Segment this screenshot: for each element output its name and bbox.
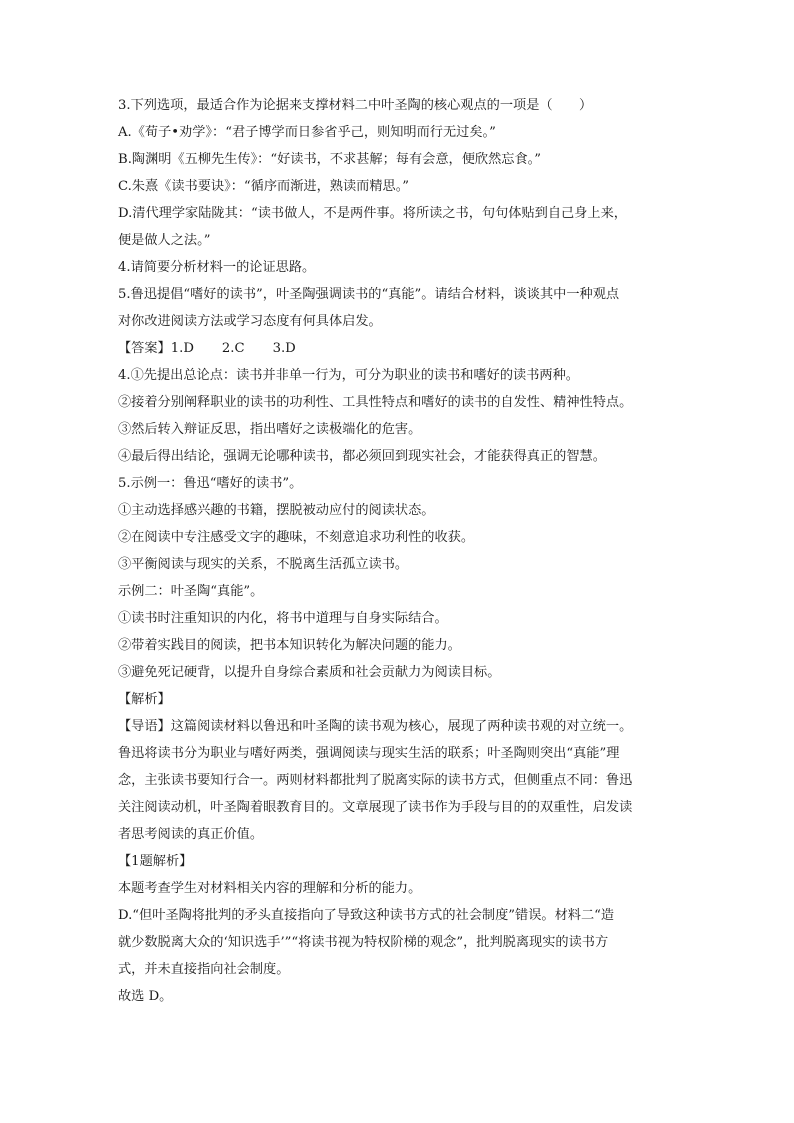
q5-example2-point1: ①读书时注重知识的内化，将书中道理与自身实际结合。 — [118, 611, 448, 626]
q5-example2-title: 示例二：叶圣陶“真能”。 — [118, 584, 264, 599]
q5-stem-line1: 5.鲁迅提倡“嗜好的读书”，叶圣陶强调读书的“真能”。请结合材料，谈谈其中一种观点 — [118, 287, 620, 302]
q4-answer-1: 4.①先提出总论点：读书并非单一行为，可分为职业的读书和嗜好的读书两种。 — [118, 368, 579, 383]
q1-analysis-line2: D.“但叶圣陶将批判的矛头直接指向了导致这种读书方式的社会制度”错误。材料二“造 — [118, 908, 615, 923]
q1-analysis-line1: 本题考查学生对材料相关内容的理解和分析的能力。 — [118, 881, 422, 896]
q3-option-d-line1: D.清代理学家陆陇其：“读书做人，不是两件事。将所读之书，句句体贴到自己身上来， — [118, 206, 627, 221]
q3-option-b: B.陶渊明《五柳先生传》：“好读书，不求甚解；每有会意，便欣然忘食。” — [118, 152, 541, 167]
guide-line4: 关注阅读动机，叶圣陶着眼教育目的。文章展现了读书作为手段与目的的双重性，启发读 — [118, 800, 633, 815]
q3-option-c: C.朱熹《读书要诀》：“循序而渐进，熟读而精思。” — [118, 179, 410, 194]
q5-stem-line2: 对你改进阅读方法或学习态度有何具体启发。 — [118, 314, 382, 329]
q5-example2-point3: ③避免死记硬背，以提升自身综合素质和社会贡献力为阅读目标。 — [118, 665, 501, 680]
document-page — [118, 92, 678, 1010]
answer-1: 1.D — [170, 341, 194, 356]
q5-example1-point1: ①主动选择感兴趣的书籍，摆脱被动应付的阅读状态。 — [118, 503, 435, 518]
guide-line5: 者思考阅读的真正价值。 — [118, 827, 264, 842]
q5-example1-point2: ②在阅读中专注感受文字的趣味，不刻意追求功利性的收获。 — [118, 530, 475, 545]
q1-analysis-line3: 就少数脱离大众的‘知识选手’”“将读书视为特权阶梯的观念”，批判脱离现实的读书方 — [118, 935, 609, 950]
guide-line3: 念，主张读书要知行合一。两则材料都批判了脱离实际的读书方式，但侧重点不同：鲁迅 — [118, 773, 633, 788]
guide-line2: 鲁迅将读书分为职业与嗜好两类，强调阅读与现实生活的联系；叶圣陶则突出“真能”理 — [118, 746, 620, 761]
q5-example1-point3: ③平衡阅读与现实的关系，不脱离生活孤立读书。 — [118, 557, 409, 572]
q1-analysis-line4: 式，并未直接指向社会制度。 — [118, 962, 290, 977]
answer-2: 2.C — [221, 341, 245, 356]
q3-option-d-line2: 便是做人之法。” — [118, 233, 211, 248]
q1-analysis-label: 【1题解析】 — [118, 854, 193, 869]
q5-example1-title: 5.示例一：鲁迅“嗜好的读书”。 — [118, 476, 303, 491]
q5-example2-point2: ②带着实践目的阅读，把书本知识转化为解决问题的能力。 — [118, 638, 461, 653]
answer-label: 【答案】 — [118, 341, 171, 356]
q3-stem: 3.下列选项，最适合作为论据来支撑材料二中叶圣陶的核心观点的一项是（ ） — [118, 98, 593, 113]
guide-line1: 【导语】这篇阅读材料以鲁迅和叶圣陶的读书观为核心，展现了两种读书观的对立统一。 — [118, 719, 633, 734]
q4-answer-4: ④最后得出结论，强调无论哪种读书，都必须回到现实社会，才能获得真正的智慧。 — [118, 449, 606, 464]
analysis-label: 【解析】 — [118, 692, 171, 707]
q4-answer-3: ③然后转入辩证反思，指出嗜好之读极端化的危害。 — [118, 422, 422, 437]
answer-line — [118, 335, 678, 362]
q4-stem: 4.请简要分析材料一的论证思路。 — [118, 260, 316, 275]
q3-option-a: A.《荀子•劝学》：“君子博学而日参省乎己，则知明而行无过矣。” — [118, 125, 496, 140]
q4-answer-2: ②接着分别阐释职业的读书的功利性、工具性特点和嗜好的读书的自发性、精神性特点。 — [118, 395, 633, 410]
answer-3: 3.D — [272, 341, 296, 356]
q1-analysis-line5: 故选 D。 — [118, 989, 173, 1004]
